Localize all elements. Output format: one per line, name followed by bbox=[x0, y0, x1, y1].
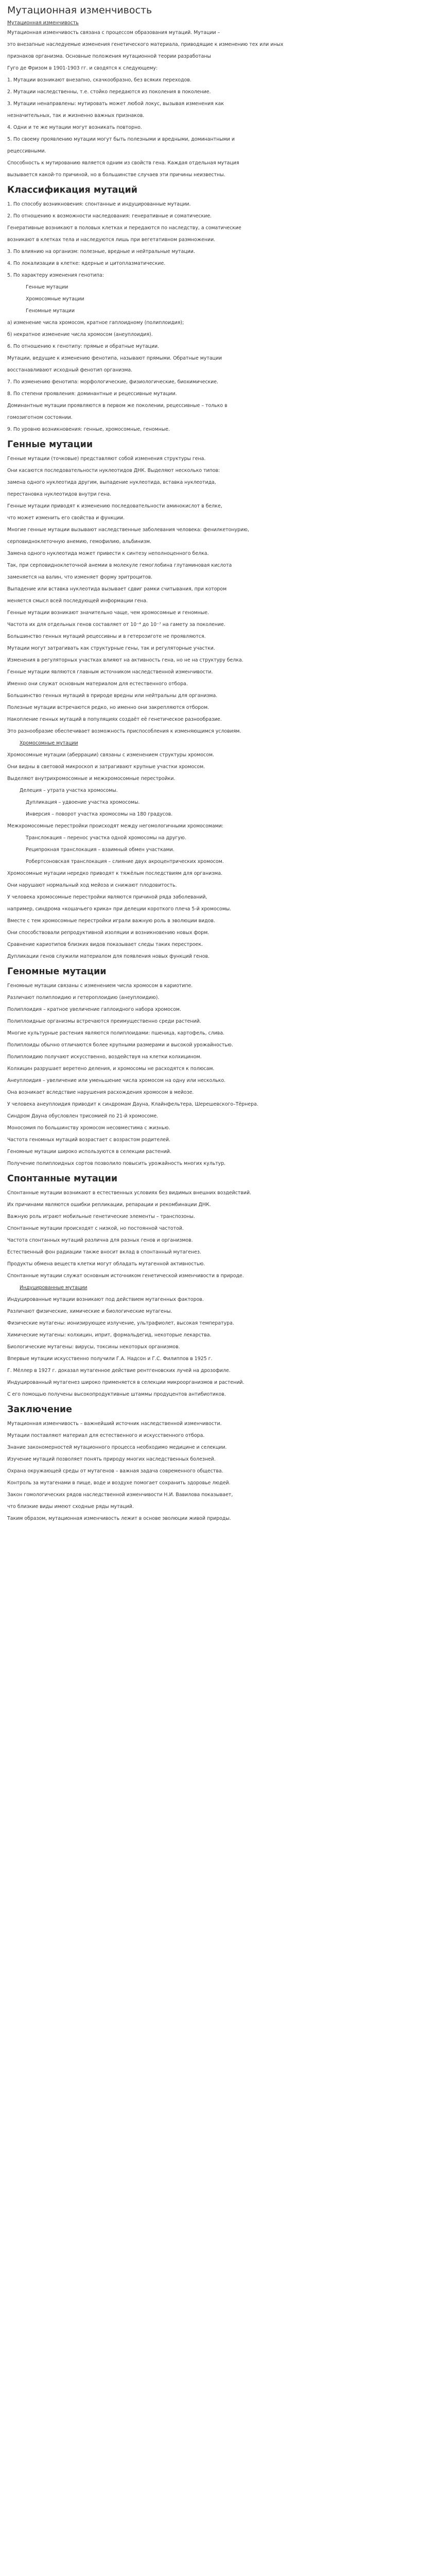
chrom-item: Робертсоновская транслокация – слияние двух акроцентрических хромосом. bbox=[26, 859, 224, 865]
classification-line: 9. По уровню возникновения: генные, хромосомные, геномные. bbox=[7, 427, 170, 432]
gene-line: замена одного нуклеотида другим, выпадение нуклеотида, вставка нуклеотида, bbox=[7, 480, 216, 485]
gene-line: Изменения в регуляторных участках влияют на активность гена, но не на структуру белка. bbox=[7, 657, 243, 663]
classification-line: Доминантные мутации проявляются в первом же поколении, рецессивные – только в bbox=[7, 403, 228, 409]
classification-line: Генеративные возникают в половых клетках и передаются по наследству, а соматические bbox=[7, 225, 241, 231]
induced-line: С его помощью получены высокопродуктивные штаммы продуцентов антибиотиков. bbox=[7, 1392, 226, 1397]
induced-line: Биологические мутагены: вирусы, токсины некоторых организмов. bbox=[7, 1344, 180, 1350]
genomic-line: Моносомия по большинству хромосом несовместима с жизнью. bbox=[7, 1125, 170, 1131]
classification-line: 4. По локализации в клетке: ядерные и цитоплазматические. bbox=[7, 261, 166, 266]
classification-line: а) изменение числа хромосом, кратное гаплоидному (полиплоидия); bbox=[7, 320, 184, 326]
document-content bbox=[7, 4, 429, 1524]
intro-line: Способность к мутированию является одним из свойств гена. Каждая отдельная мутация bbox=[7, 160, 239, 166]
gene-line: меняется смысл всей последующей информации гена. bbox=[7, 598, 148, 604]
chrom-line: Хромосомные мутации (аберрации) связаны с изменением структуры хромосом. bbox=[7, 752, 214, 758]
conclusion-line: Знание закономерностей мутационного процесса необходимо медицине и селекции. bbox=[7, 1445, 227, 1450]
genomic-line: Анеуплоидия – увеличение или уменьшение числа хромосом на одну или несколько. bbox=[7, 1078, 226, 1083]
chrom-item: Реципрокная транслокация – взаимный обмен участками. bbox=[26, 847, 175, 853]
chrom-line: например, синдрома «кошачьего крика» при делеции короткого плеча 5-й хромосомы. bbox=[7, 906, 232, 912]
chrom-line: Они нарушают нормальный ход мейоза и снижают плодовитость. bbox=[7, 883, 177, 888]
page-subtitle: Мутационная изменчивость bbox=[7, 20, 79, 26]
conclusion-line: Контроль за мутагенами в пище, воде и воздухе помогает сохранить здоровье людей. bbox=[7, 1480, 231, 1486]
chrom-line: У человека хромосомные перестройки являются причиной ряда заболеваний, bbox=[7, 894, 207, 900]
chrom-line: Межхромосомные перестройки происходят между негомологичными хромосомами: bbox=[7, 823, 223, 829]
intro-line: это внезапные наследуемые изменения генетического материала, приводящие к изменению тех или иных bbox=[7, 42, 284, 47]
classification-subline: Генные мутации bbox=[26, 284, 68, 290]
spont-line: Важную роль играют мобильные генетические элементы – транспозоны. bbox=[7, 1214, 195, 1219]
gene-line: Многие генные мутации вызывают наследственные заболевания человека: фенилкетонурию, bbox=[7, 527, 249, 533]
induced-line: Химические мутагены: колхицин, иприт, формальдегид, некоторые лекарства. bbox=[7, 1332, 212, 1338]
gene-line: Они касаются последовательности нуклеотидов ДНК. Выделяют несколько типов: bbox=[7, 468, 220, 473]
intro-section bbox=[7, 27, 429, 181]
gene-line: что может изменить его свойства и функции. bbox=[7, 515, 125, 521]
genomic-section bbox=[7, 980, 429, 1170]
section-heading-spontaneous: Спонтанные мутации bbox=[7, 1174, 118, 1184]
classification-line: 3. По влиянию на организм: полезные, вредные и нейтральные мутации. bbox=[7, 249, 195, 255]
chrom-line: Вместе с тем хромосомные перестройки играли важную роль в эволюции видов. bbox=[7, 918, 215, 924]
chromosomal-subheading: Хромосомные мутации bbox=[20, 740, 78, 746]
genomic-line: Различают полиплоидию и гетероплоидию (анеуплоидию). bbox=[7, 995, 160, 1001]
induced-line: Г. Мёллер в 1927 г. доказал мутагенное действие рентгеновских лучей на дрозофиле. bbox=[7, 1368, 231, 1374]
gene-line: Так, при серповидноклеточной анемии в молекуле гемоглобина глутаминовая кислота bbox=[7, 563, 232, 568]
chrom-line: Хромосомные мутации нередко приводят к тяжёлым последствиям для организма. bbox=[7, 871, 223, 876]
induced-line: Индуцированный мутагенез широко применяется в селекции микроорганизмов и растений. bbox=[7, 1380, 245, 1385]
gene-line: перестановка нуклеотидов внутри гена. bbox=[7, 492, 112, 497]
intro-line: рецессивными. bbox=[7, 148, 46, 154]
induced-line: Впервые мутации искусственно получили Г.А. Надсон и Г.С. Филиппов в 1925 г. bbox=[7, 1356, 213, 1362]
spont-line: Спонтанные мутации возникают в естественных условиях без видимых внешних воздействий. bbox=[7, 1190, 252, 1196]
conclusion-line: Изучение мутаций позволяет понять природу многих наследственных болезней. bbox=[7, 1456, 216, 1462]
genomic-line: Колхицин разрушает веретено деления, и хромосомы не расходятся к полюсам. bbox=[7, 1066, 215, 1072]
gene-line: Полезные мутации встречаются редко, но именно они закрепляются отбором. bbox=[7, 705, 210, 710]
chrom-line: Выделяют внутрихромосомные и межхромосомные перестройки. bbox=[7, 776, 176, 782]
classification-line: 1. По способу возникновения: спонтанные и индуцированные мутации. bbox=[7, 201, 191, 207]
classification-line: 8. По степени проявления: доминантные и рецессивные мутации. bbox=[7, 391, 177, 397]
gene-line: Мутации могут затрагивать как структурные гены, так и регуляторные участки. bbox=[7, 646, 215, 651]
spont-line: Частота спонтанных мутаций различна для разных генов и организмов. bbox=[7, 1238, 193, 1243]
intro-line: 3. Мутации ненаправлены: мутировать может любой локус, вызывая изменения как bbox=[7, 101, 224, 107]
gene-line: Накопление генных мутаций в популяциях создаёт её генетическое разнообразие. bbox=[7, 717, 222, 722]
classification-line: 6. По отношению к генотипу: прямые и обратные мутации. bbox=[7, 344, 160, 349]
induced-line: Индуцированные мутации возникают под действием мутагенных факторов. bbox=[7, 1297, 204, 1302]
spont-line: Спонтанные мутации служат основным источником генетической изменчивости в природе. bbox=[7, 1273, 244, 1279]
genomic-line: Частота геномных мутаций возрастает с возрастом родителей. bbox=[7, 1137, 171, 1143]
classification-line: Мутации, ведущие к изменению фенотипа, называют прямыми. Обратные мутации bbox=[7, 355, 222, 361]
intro-line: 2. Мутации наследственны, т.е. стойко передаются из поколения в поколение. bbox=[7, 89, 211, 95]
gene-line: Это разнообразие обеспечивает возможность приспособления к изменяющимся условиям. bbox=[7, 728, 241, 734]
genomic-line: Синдром Дауна обусловлен трисомией по 21-й хромосоме. bbox=[7, 1113, 159, 1119]
induced-line: Физические мутагены: ионизирующее излучение, ультрафиолет, высокая температура. bbox=[7, 1320, 234, 1326]
intro-line: Гуго де Фризом в 1901-1903 гг. и сводятся к следующему: bbox=[7, 65, 158, 71]
gene-line: Генные мутации возникают значительно чаще, чем хромосомные и геномные. bbox=[7, 610, 210, 616]
section-heading-gene: Генные мутации bbox=[7, 439, 93, 450]
section-heading-genomic: Геномные мутации bbox=[7, 967, 107, 977]
intro-line: 4. Одни и те же мутации могут возникать повторно. bbox=[7, 125, 142, 130]
classification-line: б) некратное изменение числа хромосом (анеуплоидия). bbox=[7, 332, 153, 337]
gene-line: Именно они служат основным материалом для естественного отбора. bbox=[7, 681, 188, 687]
classification-line: восстанавливают исходный фенотип организма. bbox=[7, 367, 133, 373]
genomic-line: Она возникает вследствие нарушения расхождения хромосом в мейозе. bbox=[7, 1090, 194, 1095]
section-heading-conclusion: Заключение bbox=[7, 1404, 73, 1415]
spont-line: Продукты обмена веществ клетки могут обладать мутагенной активностью. bbox=[7, 1261, 205, 1267]
gene-line: серповидноклеточную анемию, гемофилию, альбинизм. bbox=[7, 539, 152, 545]
spont-line: Их причинами являются ошибки репликации, репарации и рекомбинации ДНК. bbox=[7, 1202, 211, 1208]
spont-line: Естественный фон радиации также вносит вклад в спонтанный мутагенез. bbox=[7, 1249, 201, 1255]
classification-line: 2. По отношению к возможности наследования: генеративные и соматические. bbox=[7, 213, 212, 219]
gene-line: Большинство генных мутаций в природе вредны или нейтральны для организма. bbox=[7, 693, 218, 699]
classification-subline: Хромосомные мутации bbox=[26, 296, 84, 302]
gene-line: Выпадение или вставка нуклеотида вызывает сдвиг рамки считывания, при котором bbox=[7, 586, 227, 592]
induced-line: Различают физические, химические и биологические мутагены. bbox=[7, 1309, 172, 1314]
gene-line: Генные мутации приводят к изменению последовательности аминокислот в белке, bbox=[7, 503, 222, 509]
chrom-line: Сравнение кариотипов близких видов показывает следы таких перестроек. bbox=[7, 942, 203, 947]
genomic-line: Геномные мутации широко используются в селекции растений. bbox=[7, 1149, 171, 1155]
gene-line: Частота их для отдельных генов составляет от 10⁻⁴ до 10⁻⁷ на гамету за поколение. bbox=[7, 622, 225, 628]
gene-line: Генные мутации (точковые) представляют собой изменения структуры гена. bbox=[7, 456, 206, 462]
intro-line: 1. Мутации возникают внезапно, скачкообразно, без всяких переходов. bbox=[7, 77, 191, 83]
chrom-line: Дупликации генов служили материалом для появления новых функций генов. bbox=[7, 954, 210, 959]
classification-line: 7. По изменению фенотипа: морфологические, физиологические, биохимические. bbox=[7, 379, 219, 385]
chrom-line: Они видны в световой микроскоп и затрагивают крупные участки хромосом. bbox=[7, 764, 205, 770]
genomic-line: Многие культурные растения являются полиплоидами: пшеница, картофель, слива. bbox=[7, 1030, 225, 1036]
gene-section bbox=[7, 453, 429, 962]
chrom-item: Транслокация – перенос участка одной хромосомы на другую. bbox=[26, 835, 186, 841]
intro-line: признаков организма. Основные положения мутационной теории разработаны bbox=[7, 54, 211, 59]
intro-line: 5. По своему проявлению мутации могут быть полезными и вредными, доминантными и bbox=[7, 137, 235, 142]
spont-line: Спонтанные мутации происходят с низкой, но постоянной частотой. bbox=[7, 1226, 184, 1231]
genomic-line: Полиплоидия – кратное увеличение гаплоидного набора хромосом. bbox=[7, 1007, 181, 1012]
spontaneous-section bbox=[7, 1187, 429, 1400]
conclusion-line: Таким образом, мутационная изменчивость лежит в основе эволюции живой природы. bbox=[7, 1516, 231, 1521]
conclusion-line: Мутации поставляют материал для естественного и искусственного отбора. bbox=[7, 1433, 205, 1438]
conclusion-line: Мутационная изменчивость – важнейший источник наследственной изменчивости. bbox=[7, 1421, 222, 1427]
chrom-line: Они способствовали репродуктивной изоляции и возникновению новых форм. bbox=[7, 930, 210, 936]
genomic-line: Геномные мутации связаны с изменением числа хромосом в кариотипе. bbox=[7, 983, 193, 989]
conclusion-line: что близкие виды имеют сходные ряды мутаций. bbox=[7, 1504, 134, 1510]
chrom-item: Инверсия – поворот участка хромосомы на 180 градусов. bbox=[26, 811, 173, 817]
classification-line: возникают в клетках тела и наследуются лишь при вегетативном размножении. bbox=[7, 237, 216, 243]
genomic-line: Полиплоидные организмы встречаются преимущественно среди растений. bbox=[7, 1019, 201, 1024]
genomic-line: Получение полиплоидных сортов позволило повысить урожайность многих культур. bbox=[7, 1161, 226, 1166]
intro-line: вызывается какой-то причиной, но в большинстве случаев эти причины неизвестны. bbox=[7, 172, 225, 178]
chrom-item: Делеция – утрата участка хромосомы. bbox=[20, 788, 118, 793]
genomic-line: Полиплоиды обычно отличаются более крупными размерами и высокой урожайностью. bbox=[7, 1042, 233, 1048]
page-title: Мутационная изменчивость bbox=[7, 5, 152, 16]
gene-line: Большинство генных мутаций рецессивны и в гетерозиготе не проявляются. bbox=[7, 634, 206, 639]
classification-subline: Геномные мутации bbox=[26, 308, 75, 314]
gene-line: Генные мутации являются главным источником наследственной изменчивости. bbox=[7, 669, 213, 675]
section-heading-classification: Классификация мутаций bbox=[7, 185, 137, 195]
classification-line: гомозиготном состоянии. bbox=[7, 415, 73, 420]
intro-line: незначительных, так и жизненно важных признаков. bbox=[7, 113, 145, 118]
conclusion-line: Охрана окружающей среды от мутагенов – важная задача современного общества. bbox=[7, 1468, 223, 1474]
gene-line: Замена одного нуклеотида может привести к синтезу неполноценного белка. bbox=[7, 551, 209, 556]
induced-subheading: Индуцированные мутации bbox=[20, 1285, 88, 1291]
conclusion-section bbox=[7, 1418, 429, 1524]
conclusion-line: Закон гомологических рядов наследственной изменчивости Н.И. Вавилова показывает, bbox=[7, 1492, 233, 1498]
classification-line: 5. По характеру изменения генотипа: bbox=[7, 273, 104, 278]
classification-section bbox=[7, 198, 429, 435]
intro-line: Мутационная изменчивость связана с процессом образования мутаций. Мутации – bbox=[7, 30, 220, 36]
gene-line: заменяется на валин, что изменяет форму эритроцитов. bbox=[7, 574, 153, 580]
chrom-item: Дупликация – удвоение участка хромосомы. bbox=[26, 800, 140, 805]
genomic-line: Полиплоидию получают искусственно, воздействуя на клетки колхицином. bbox=[7, 1054, 202, 1060]
genomic-line: У человека анеуплоидия приводит к синдромам Дауна, Клайнфельтера, Шерешевского–Тёрнера. bbox=[7, 1101, 258, 1107]
